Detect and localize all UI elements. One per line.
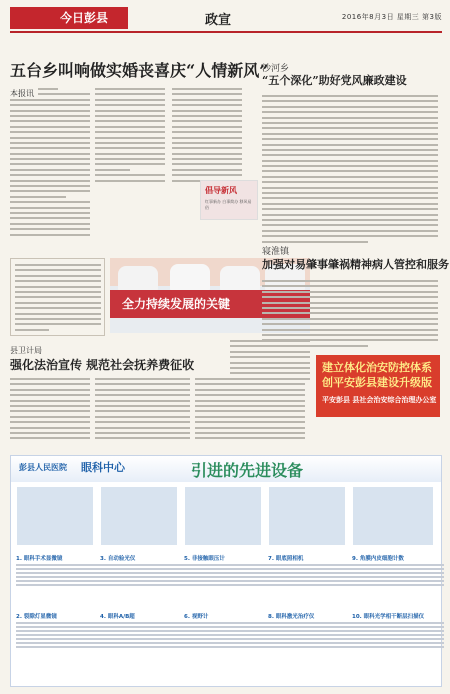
ad-line1: 建立体化治安防控体系 xyxy=(322,361,432,374)
equipment-item: 9. 角膜内皮细胞计数 xyxy=(352,554,444,588)
hospital-ad-title: 眼科中心 xyxy=(81,461,125,474)
equipment-item: 5. 非接触眼压计 xyxy=(184,554,276,588)
ad-line3: 平安彭县 县社会治安综合治理办公室 xyxy=(322,395,437,404)
sign-title: 倡导新风 xyxy=(205,185,237,195)
sign-text: 红事新办 白事简办 移风易俗 xyxy=(205,199,252,210)
story3-headline: 加强对易肇事肇祸精神病人管控和服务 xyxy=(262,258,449,271)
story4-body-col2 xyxy=(95,378,190,443)
story1-headline: 五台乡叫响做实婚丧喜庆“人情新风” xyxy=(10,61,269,80)
story4-headline: 强化法治宣传 规范社会抚养费征收 xyxy=(10,358,195,372)
equipment-item: 1. 眼科手术显微镜 xyxy=(16,554,108,588)
equipment-item: 6. 视野计 xyxy=(184,612,276,650)
equipment-photo xyxy=(17,487,93,545)
equipment-photo xyxy=(353,487,433,545)
story4-body-col3 xyxy=(195,378,305,443)
public-safety-ad xyxy=(316,355,440,417)
hospital-ad xyxy=(10,455,442,687)
story2-kicker: 沙河乡 xyxy=(262,64,290,74)
equipment-photo xyxy=(185,487,261,545)
story3-kicker: 寝淮镇 xyxy=(262,247,290,257)
equipment-photo xyxy=(101,487,177,545)
ad-line2: 创平安彭县建设升级版 xyxy=(322,376,432,389)
story1-byline: 本报讯 xyxy=(10,88,38,99)
story-photo-banner: 全力持续发展的关键 xyxy=(110,290,310,318)
section-title: 政宣 xyxy=(205,13,232,28)
equipment-item: 3. 自动验光仪 xyxy=(100,554,192,588)
equipment-item: 2. 裂隙灯显微镜 xyxy=(16,612,108,650)
story4-body-col1 xyxy=(10,378,90,443)
equipment-item: 8. 眼科激光治疗仪 xyxy=(268,612,360,650)
hospital-ad-header xyxy=(11,456,441,482)
equipment-item: 7. 眼底照相机 xyxy=(268,554,360,588)
story4-kicker: 县卫计局 xyxy=(10,346,42,355)
hospital-logo: 彭县人民医院 xyxy=(19,463,67,472)
issue-date: 2016年8月3日 星期三 第3版 xyxy=(341,13,442,21)
equipment-item: 10. 眼科光学相干断层扫描仪 xyxy=(352,612,444,650)
newspaper-logo: 今日彭县 xyxy=(10,7,128,29)
story2-body xyxy=(262,95,438,246)
equipment-photo xyxy=(269,487,345,545)
story1-sidebar-box xyxy=(10,258,105,336)
equipment-item: 4. 眼科A/B超 xyxy=(100,612,192,650)
masthead xyxy=(10,5,442,33)
story2-headline: “五个深化”助好党风廉政建设 xyxy=(262,74,407,87)
story1-photo-sign xyxy=(200,180,258,220)
story1-body-col3 xyxy=(172,88,242,185)
story1-body-col2 xyxy=(95,88,165,185)
hospital-ad-slogan: 引进的先进设备 xyxy=(191,461,304,480)
story1-body-col1 xyxy=(10,88,90,239)
story3-body xyxy=(262,280,438,350)
